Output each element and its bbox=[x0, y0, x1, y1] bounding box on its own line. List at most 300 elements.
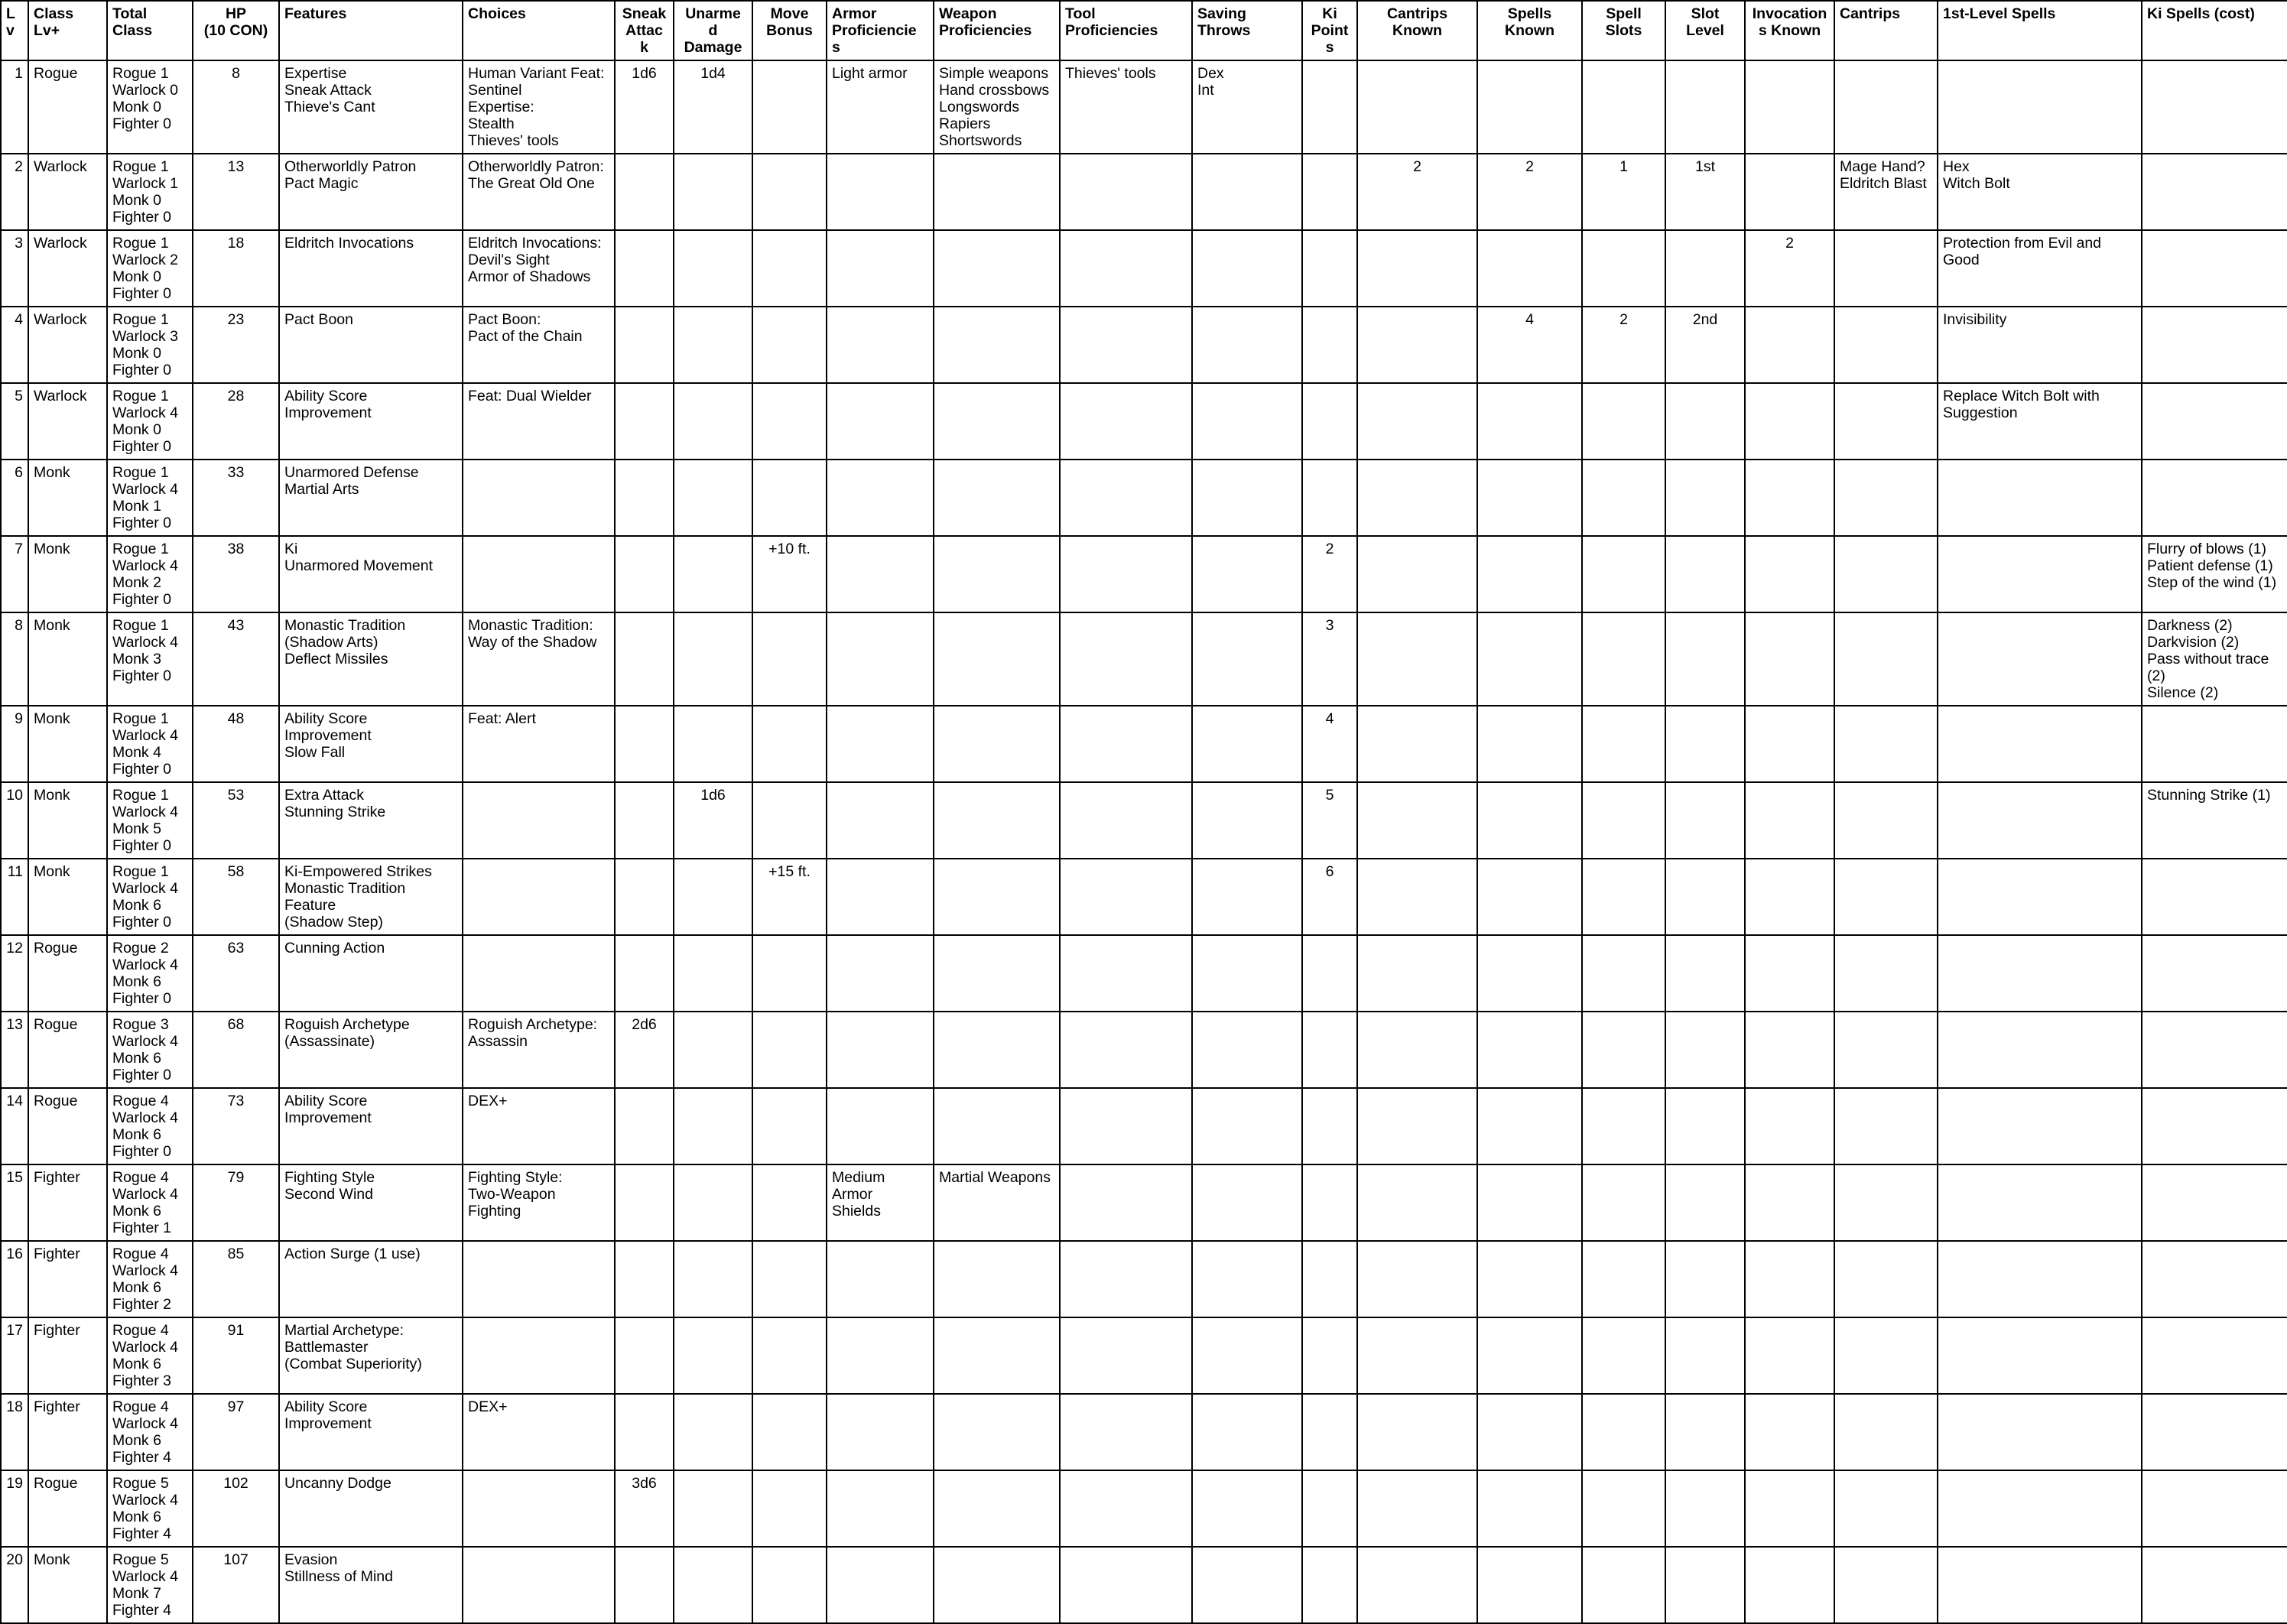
cell-choices: DEX+ bbox=[463, 1394, 615, 1470]
cell-lv: 19 bbox=[1, 1470, 28, 1547]
cell-lv: 14 bbox=[1, 1088, 28, 1164]
cell-spell-slots bbox=[1582, 612, 1665, 706]
cell-sneak-attack bbox=[615, 1164, 674, 1241]
cell-slot-level bbox=[1665, 1394, 1745, 1470]
cell-class-lv: Monk bbox=[28, 460, 107, 536]
cell-saving-throws bbox=[1192, 612, 1302, 706]
cell-spells-known bbox=[1477, 1088, 1582, 1164]
cell-tool-prof bbox=[1060, 612, 1192, 706]
cell-slot-level bbox=[1665, 460, 1745, 536]
cell-ki-spells bbox=[2142, 230, 2287, 307]
cell-features: Cunning Action bbox=[279, 935, 463, 1012]
cell-class-lv: Monk bbox=[28, 782, 107, 859]
cell-choices bbox=[463, 782, 615, 859]
cell-cantrips-known bbox=[1357, 1470, 1477, 1547]
cell-ki-points bbox=[1302, 1012, 1357, 1088]
cell-first-level-spells bbox=[1938, 612, 2142, 706]
cell-move-bonus bbox=[752, 230, 827, 307]
cell-saving-throws bbox=[1192, 859, 1302, 935]
cell-weapon-prof bbox=[934, 383, 1060, 460]
cell-cantrips bbox=[1834, 859, 1938, 935]
cell-cantrips bbox=[1834, 536, 1938, 612]
cell-features: Roguish Archetype (Assassinate) bbox=[279, 1012, 463, 1088]
header-cantrips: Cantrips bbox=[1834, 1, 1938, 60]
cell-cantrips-known: 2 bbox=[1357, 154, 1477, 230]
cell-lv: 15 bbox=[1, 1164, 28, 1241]
cell-choices: Feat: Alert bbox=[463, 706, 615, 782]
cell-spell-slots bbox=[1582, 1547, 1665, 1623]
cell-sneak-attack: 3d6 bbox=[615, 1470, 674, 1547]
cell-cantrips bbox=[1834, 612, 1938, 706]
cell-features: Extra Attack Stunning Strike bbox=[279, 782, 463, 859]
cell-spells-known bbox=[1477, 1317, 1582, 1394]
cell-weapon-prof bbox=[934, 859, 1060, 935]
cell-cantrips-known bbox=[1357, 1241, 1477, 1317]
cell-ki-spells: Darkness (2) Darkvision (2) Pass without trace (2) Silence (2) bbox=[2142, 612, 2287, 706]
cell-invocations-known bbox=[1745, 1241, 1834, 1317]
cell-first-level-spells bbox=[1938, 1012, 2142, 1088]
cell-hp: 23 bbox=[193, 307, 279, 383]
cell-spells-known bbox=[1477, 706, 1582, 782]
cell-spell-slots bbox=[1582, 706, 1665, 782]
cell-cantrips bbox=[1834, 706, 1938, 782]
cell-total-class: Rogue 1 Warlock 3 Monk 0 Fighter 0 bbox=[107, 307, 193, 383]
cell-tool-prof bbox=[1060, 536, 1192, 612]
cell-choices: DEX+ bbox=[463, 1088, 615, 1164]
cell-hp: 107 bbox=[193, 1547, 279, 1623]
cell-hp: 18 bbox=[193, 230, 279, 307]
cell-lv: 11 bbox=[1, 859, 28, 935]
cell-unarmed-damage bbox=[674, 1394, 752, 1470]
cell-sneak-attack bbox=[615, 230, 674, 307]
cell-invocations-known bbox=[1745, 1547, 1834, 1623]
cell-weapon-prof bbox=[934, 782, 1060, 859]
cell-cantrips bbox=[1834, 1394, 1938, 1470]
cell-choices: Otherworldly Patron: The Great Old One bbox=[463, 154, 615, 230]
cell-total-class: Rogue 1 Warlock 1 Monk 0 Fighter 0 bbox=[107, 154, 193, 230]
cell-saving-throws bbox=[1192, 1164, 1302, 1241]
cell-ki-spells: Flurry of blows (1) Patient defense (1) Step of the wind (1) bbox=[2142, 536, 2287, 612]
cell-sneak-attack bbox=[615, 1547, 674, 1623]
cell-sneak-attack bbox=[615, 612, 674, 706]
cell-hp: 91 bbox=[193, 1317, 279, 1394]
cell-first-level-spells bbox=[1938, 1241, 2142, 1317]
cell-features: Action Surge (1 use) bbox=[279, 1241, 463, 1317]
header-spells-known: Spells Known bbox=[1477, 1, 1582, 60]
cell-spells-known bbox=[1477, 1012, 1582, 1088]
cell-unarmed-damage bbox=[674, 1470, 752, 1547]
cell-spell-slots bbox=[1582, 1317, 1665, 1394]
header-tool-proficiencies: Tool Proficiencies bbox=[1060, 1, 1192, 60]
cell-armor-prof bbox=[827, 1394, 934, 1470]
cell-unarmed-damage bbox=[674, 1012, 752, 1088]
cell-spells-known bbox=[1477, 935, 1582, 1012]
cell-hp: 63 bbox=[193, 935, 279, 1012]
cell-invocations-known bbox=[1745, 1012, 1834, 1088]
cell-features: Ability Score Improvement bbox=[279, 1088, 463, 1164]
cell-first-level-spells bbox=[1938, 1164, 2142, 1241]
cell-sneak-attack: 2d6 bbox=[615, 1012, 674, 1088]
cell-hp: 58 bbox=[193, 859, 279, 935]
cell-lv: 16 bbox=[1, 1241, 28, 1317]
cell-lv: 2 bbox=[1, 154, 28, 230]
cell-spell-slots bbox=[1582, 1088, 1665, 1164]
cell-move-bonus bbox=[752, 706, 827, 782]
cell-choices bbox=[463, 1547, 615, 1623]
table-row bbox=[1, 1547, 2287, 1623]
cell-lv: 20 bbox=[1, 1547, 28, 1623]
cell-armor-prof bbox=[827, 935, 934, 1012]
cell-weapon-prof bbox=[934, 460, 1060, 536]
cell-first-level-spells bbox=[1938, 859, 2142, 935]
cell-armor-prof bbox=[827, 536, 934, 612]
cell-hp: 73 bbox=[193, 1088, 279, 1164]
cell-weapon-prof bbox=[934, 536, 1060, 612]
cell-invocations-known bbox=[1745, 536, 1834, 612]
cell-move-bonus bbox=[752, 1241, 827, 1317]
cell-choices bbox=[463, 935, 615, 1012]
cell-hp: 33 bbox=[193, 460, 279, 536]
cell-cantrips-known bbox=[1357, 612, 1477, 706]
cell-choices: Roguish Archetype: Assassin bbox=[463, 1012, 615, 1088]
cell-ki-spells bbox=[2142, 60, 2287, 154]
cell-hp: 8 bbox=[193, 60, 279, 154]
cell-spells-known bbox=[1477, 1394, 1582, 1470]
cell-cantrips bbox=[1834, 60, 1938, 154]
cell-invocations-known bbox=[1745, 1394, 1834, 1470]
cell-armor-prof bbox=[827, 1088, 934, 1164]
cell-invocations-known bbox=[1745, 383, 1834, 460]
cell-spells-known bbox=[1477, 1164, 1582, 1241]
cell-ki-points bbox=[1302, 460, 1357, 536]
cell-cantrips-known bbox=[1357, 1012, 1477, 1088]
cell-lv: 18 bbox=[1, 1394, 28, 1470]
cell-sneak-attack bbox=[615, 859, 674, 935]
cell-move-bonus: +10 ft. bbox=[752, 536, 827, 612]
cell-slot-level bbox=[1665, 1317, 1745, 1394]
cell-spells-known bbox=[1477, 460, 1582, 536]
cell-lv: 10 bbox=[1, 782, 28, 859]
table-row bbox=[1, 1164, 2287, 1241]
cell-move-bonus bbox=[752, 383, 827, 460]
cell-choices: Fighting Style: Two-Weapon Fighting bbox=[463, 1164, 615, 1241]
cell-class-lv: Rogue bbox=[28, 1088, 107, 1164]
cell-lv: 8 bbox=[1, 612, 28, 706]
cell-sneak-attack bbox=[615, 536, 674, 612]
cell-slot-level bbox=[1665, 859, 1745, 935]
cell-spell-slots bbox=[1582, 460, 1665, 536]
header-total-class: Total Class bbox=[107, 1, 193, 60]
cell-weapon-prof bbox=[934, 1012, 1060, 1088]
cell-cantrips bbox=[1834, 1470, 1938, 1547]
cell-saving-throws bbox=[1192, 460, 1302, 536]
cell-invocations-known bbox=[1745, 1164, 1834, 1241]
cell-features: Pact Boon bbox=[279, 307, 463, 383]
cell-class-lv: Monk bbox=[28, 536, 107, 612]
table-row bbox=[1, 1241, 2287, 1317]
table-row bbox=[1, 460, 2287, 536]
cell-lv: 1 bbox=[1, 60, 28, 154]
cell-first-level-spells: Replace Witch Bolt with Suggestion bbox=[1938, 383, 2142, 460]
cell-invocations-known bbox=[1745, 460, 1834, 536]
cell-slot-level bbox=[1665, 1241, 1745, 1317]
cell-hp: 85 bbox=[193, 1241, 279, 1317]
cell-lv: 7 bbox=[1, 536, 28, 612]
table-row bbox=[1, 60, 2287, 154]
cell-first-level-spells bbox=[1938, 1547, 2142, 1623]
cell-choices bbox=[463, 859, 615, 935]
cell-slot-level bbox=[1665, 1012, 1745, 1088]
cell-ki-spells bbox=[2142, 706, 2287, 782]
cell-invocations-known bbox=[1745, 612, 1834, 706]
cell-weapon-prof bbox=[934, 935, 1060, 1012]
cell-cantrips bbox=[1834, 230, 1938, 307]
cell-saving-throws bbox=[1192, 230, 1302, 307]
cell-unarmed-damage bbox=[674, 230, 752, 307]
cell-unarmed-damage bbox=[674, 460, 752, 536]
cell-total-class: Rogue 1 Warlock 4 Monk 2 Fighter 0 bbox=[107, 536, 193, 612]
cell-tool-prof bbox=[1060, 859, 1192, 935]
table-row bbox=[1, 1088, 2287, 1164]
cell-ki-spells bbox=[2142, 1547, 2287, 1623]
cell-cantrips-known bbox=[1357, 460, 1477, 536]
cell-first-level-spells bbox=[1938, 460, 2142, 536]
cell-unarmed-damage bbox=[674, 383, 752, 460]
cell-armor-prof: Light armor bbox=[827, 60, 934, 154]
cell-choices: Monastic Tradition: Way of the Shadow bbox=[463, 612, 615, 706]
cell-move-bonus bbox=[752, 1088, 827, 1164]
cell-class-lv: Monk bbox=[28, 1547, 107, 1623]
cell-spell-slots bbox=[1582, 782, 1665, 859]
cell-lv: 6 bbox=[1, 460, 28, 536]
cell-hp: 68 bbox=[193, 1012, 279, 1088]
cell-weapon-prof bbox=[934, 612, 1060, 706]
cell-sneak-attack bbox=[615, 782, 674, 859]
cell-spell-slots bbox=[1582, 60, 1665, 154]
cell-spells-known bbox=[1477, 230, 1582, 307]
cell-slot-level: 1st bbox=[1665, 154, 1745, 230]
cell-armor-prof bbox=[827, 706, 934, 782]
cell-invocations-known bbox=[1745, 706, 1834, 782]
cell-lv: 5 bbox=[1, 383, 28, 460]
cell-class-lv: Monk bbox=[28, 706, 107, 782]
cell-spells-known bbox=[1477, 1547, 1582, 1623]
cell-tool-prof: Thieves' tools bbox=[1060, 60, 1192, 154]
cell-cantrips bbox=[1834, 307, 1938, 383]
cell-spell-slots bbox=[1582, 859, 1665, 935]
cell-spells-known bbox=[1477, 536, 1582, 612]
cell-sneak-attack bbox=[615, 1088, 674, 1164]
cell-spell-slots bbox=[1582, 1241, 1665, 1317]
cell-tool-prof bbox=[1060, 1470, 1192, 1547]
cell-choices: Pact Boon: Pact of the Chain bbox=[463, 307, 615, 383]
cell-slot-level bbox=[1665, 1470, 1745, 1547]
cell-spell-slots bbox=[1582, 383, 1665, 460]
cell-tool-prof bbox=[1060, 230, 1192, 307]
cell-ki-spells bbox=[2142, 1088, 2287, 1164]
table-row bbox=[1, 1394, 2287, 1470]
cell-first-level-spells bbox=[1938, 1317, 2142, 1394]
cell-invocations-known bbox=[1745, 1470, 1834, 1547]
cell-slot-level bbox=[1665, 383, 1745, 460]
cell-tool-prof bbox=[1060, 307, 1192, 383]
cell-first-level-spells bbox=[1938, 1088, 2142, 1164]
cell-spells-known bbox=[1477, 60, 1582, 154]
cell-ki-spells bbox=[2142, 859, 2287, 935]
table-row bbox=[1, 307, 2287, 383]
cell-sneak-attack bbox=[615, 1317, 674, 1394]
cell-ki-points: 2 bbox=[1302, 536, 1357, 612]
cell-saving-throws bbox=[1192, 307, 1302, 383]
cell-unarmed-damage bbox=[674, 1317, 752, 1394]
cell-invocations-known: 2 bbox=[1745, 230, 1834, 307]
header-class-lv: Class Lv+ bbox=[28, 1, 107, 60]
cell-features: Expertise Sneak Attack Thieve's Cant bbox=[279, 60, 463, 154]
cell-unarmed-damage: 1d4 bbox=[674, 60, 752, 154]
table-row bbox=[1, 1012, 2287, 1088]
cell-hp: 28 bbox=[193, 383, 279, 460]
cell-features: Ability Score Improvement Slow Fall bbox=[279, 706, 463, 782]
header-invocations-known: Invocation s Known bbox=[1745, 1, 1834, 60]
cell-hp: 102 bbox=[193, 1470, 279, 1547]
cell-cantrips bbox=[1834, 935, 1938, 1012]
cell-ki-points bbox=[1302, 1547, 1357, 1623]
cell-choices bbox=[463, 1317, 615, 1394]
cell-weapon-prof bbox=[934, 1394, 1060, 1470]
cell-unarmed-damage bbox=[674, 1241, 752, 1317]
cell-move-bonus bbox=[752, 1317, 827, 1394]
cell-ki-spells bbox=[2142, 1164, 2287, 1241]
cell-lv: 13 bbox=[1, 1012, 28, 1088]
cell-unarmed-damage bbox=[674, 612, 752, 706]
cell-tool-prof bbox=[1060, 1012, 1192, 1088]
cell-hp: 97 bbox=[193, 1394, 279, 1470]
cell-weapon-prof bbox=[934, 154, 1060, 230]
cell-spells-known bbox=[1477, 1241, 1582, 1317]
cell-ki-spells bbox=[2142, 154, 2287, 230]
cell-features: Ki-Empowered Strikes Monastic Tradition Feature (Shadow Step) bbox=[279, 859, 463, 935]
cell-cantrips bbox=[1834, 1547, 1938, 1623]
header-sneak-attack: Sneak Attac k bbox=[615, 1, 674, 60]
cell-tool-prof bbox=[1060, 1164, 1192, 1241]
cell-ki-spells bbox=[2142, 460, 2287, 536]
cell-sneak-attack bbox=[615, 460, 674, 536]
cell-lv: 17 bbox=[1, 1317, 28, 1394]
cell-first-level-spells bbox=[1938, 1394, 2142, 1470]
cell-features: Eldritch Invocations bbox=[279, 230, 463, 307]
table-row bbox=[1, 1317, 2287, 1394]
cell-first-level-spells: Hex Witch Bolt bbox=[1938, 154, 2142, 230]
cell-total-class: Rogue 5 Warlock 4 Monk 7 Fighter 4 bbox=[107, 1547, 193, 1623]
header-lv: L v bbox=[1, 1, 28, 60]
cell-features: Monastic Tradition (Shadow Arts) Deflect Missiles bbox=[279, 612, 463, 706]
header-armor-proficiencies: Armor Proficiencie s bbox=[827, 1, 934, 60]
cell-spell-slots bbox=[1582, 1470, 1665, 1547]
cell-weapon-prof bbox=[934, 1547, 1060, 1623]
cell-class-lv: Warlock bbox=[28, 307, 107, 383]
cell-armor-prof: Medium Armor Shields bbox=[827, 1164, 934, 1241]
cell-lv: 9 bbox=[1, 706, 28, 782]
header-spell-slots: Spell Slots bbox=[1582, 1, 1665, 60]
cell-features: Uncanny Dodge bbox=[279, 1470, 463, 1547]
cell-saving-throws bbox=[1192, 1088, 1302, 1164]
cell-move-bonus bbox=[752, 1394, 827, 1470]
cell-total-class: Rogue 1 Warlock 4 Monk 1 Fighter 0 bbox=[107, 460, 193, 536]
cell-cantrips-known bbox=[1357, 859, 1477, 935]
cell-weapon-prof bbox=[934, 1470, 1060, 1547]
cell-cantrips bbox=[1834, 1241, 1938, 1317]
cell-slot-level bbox=[1665, 1088, 1745, 1164]
cell-saving-throws bbox=[1192, 1547, 1302, 1623]
cell-spell-slots bbox=[1582, 1394, 1665, 1470]
cell-choices: Feat: Dual Wielder bbox=[463, 383, 615, 460]
cell-slot-level: 2nd bbox=[1665, 307, 1745, 383]
cell-saving-throws bbox=[1192, 1394, 1302, 1470]
cell-tool-prof bbox=[1060, 1241, 1192, 1317]
cell-lv: 3 bbox=[1, 230, 28, 307]
cell-ki-spells bbox=[2142, 1317, 2287, 1394]
cell-class-lv: Warlock bbox=[28, 383, 107, 460]
cell-spell-slots bbox=[1582, 230, 1665, 307]
cell-features: Ability Score Improvement bbox=[279, 1394, 463, 1470]
cell-features: Otherworldly Patron Pact Magic bbox=[279, 154, 463, 230]
cell-slot-level bbox=[1665, 935, 1745, 1012]
cell-weapon-prof: Simple weapons Hand crossbows Longswords Rapiers Shortswords bbox=[934, 60, 1060, 154]
cell-hp: 48 bbox=[193, 706, 279, 782]
cell-sneak-attack bbox=[615, 706, 674, 782]
cell-class-lv: Rogue bbox=[28, 935, 107, 1012]
cell-armor-prof bbox=[827, 1470, 934, 1547]
cell-features: Ability Score Improvement bbox=[279, 383, 463, 460]
cell-cantrips-known bbox=[1357, 1088, 1477, 1164]
cell-ki-points bbox=[1302, 1241, 1357, 1317]
cell-spell-slots: 2 bbox=[1582, 307, 1665, 383]
cell-saving-throws bbox=[1192, 1012, 1302, 1088]
cell-move-bonus bbox=[752, 154, 827, 230]
cell-ki-points: 3 bbox=[1302, 612, 1357, 706]
cell-total-class: Rogue 4 Warlock 4 Monk 6 Fighter 0 bbox=[107, 1088, 193, 1164]
cell-sneak-attack bbox=[615, 935, 674, 1012]
cell-first-level-spells: Protection from Evil and Good bbox=[1938, 230, 2142, 307]
cell-ki-spells: Stunning Strike (1) bbox=[2142, 782, 2287, 859]
cell-total-class: Rogue 1 Warlock 4 Monk 5 Fighter 0 bbox=[107, 782, 193, 859]
cell-unarmed-damage bbox=[674, 706, 752, 782]
cell-saving-throws bbox=[1192, 1317, 1302, 1394]
cell-total-class: Rogue 4 Warlock 4 Monk 6 Fighter 3 bbox=[107, 1317, 193, 1394]
cell-lv: 4 bbox=[1, 307, 28, 383]
cell-cantrips bbox=[1834, 782, 1938, 859]
cell-cantrips-known bbox=[1357, 1317, 1477, 1394]
cell-total-class: Rogue 3 Warlock 4 Monk 6 Fighter 0 bbox=[107, 1012, 193, 1088]
cell-tool-prof bbox=[1060, 1394, 1192, 1470]
table-row bbox=[1, 383, 2287, 460]
table-row bbox=[1, 1470, 2287, 1547]
cell-move-bonus bbox=[752, 782, 827, 859]
cell-ki-points bbox=[1302, 1317, 1357, 1394]
cell-unarmed-damage bbox=[674, 536, 752, 612]
cell-tool-prof bbox=[1060, 706, 1192, 782]
cell-move-bonus bbox=[752, 1547, 827, 1623]
cell-ki-points bbox=[1302, 230, 1357, 307]
cell-armor-prof bbox=[827, 1317, 934, 1394]
cell-first-level-spells: Invisibility bbox=[1938, 307, 2142, 383]
cell-weapon-prof bbox=[934, 230, 1060, 307]
cell-spells-known bbox=[1477, 383, 1582, 460]
cell-choices bbox=[463, 1470, 615, 1547]
cell-sneak-attack bbox=[615, 383, 674, 460]
header-choices: Choices bbox=[463, 1, 615, 60]
cell-choices: Human Variant Feat: Sentinel Expertise: Stealth Thieves' tools bbox=[463, 60, 615, 154]
